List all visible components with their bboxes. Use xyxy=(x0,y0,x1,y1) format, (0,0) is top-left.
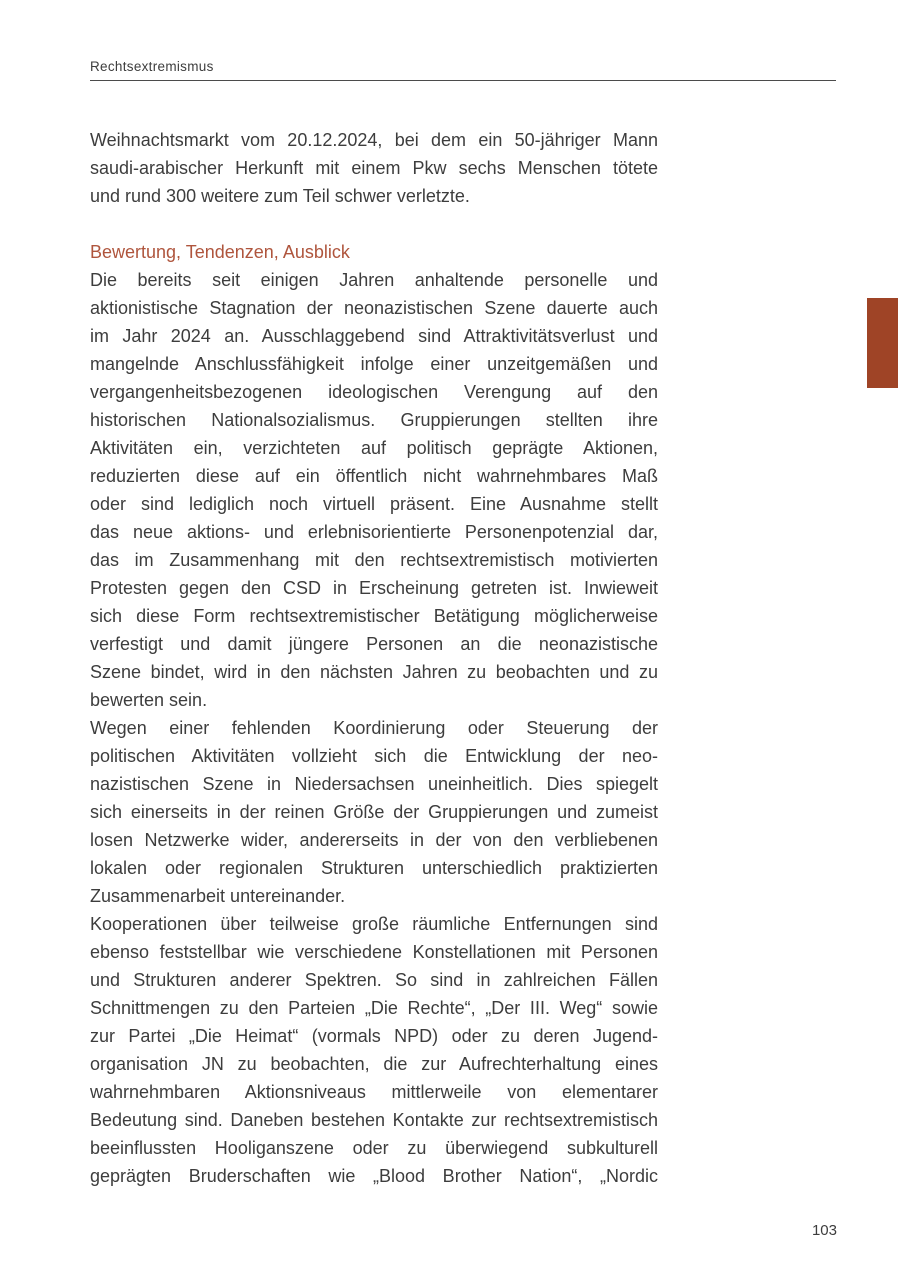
text-line: oder sind lediglich noch virtuell präsent. Eine Ausnahme stellt xyxy=(90,494,658,514)
text-line: Aktivitäten ein, verzichteten auf politisch geprägte Aktionen, xyxy=(90,438,658,458)
text-line: das im Zusammenhang mit den rechtsextremistisch motivierten xyxy=(90,550,658,570)
text-line: Kooperationen über teilweise große räumliche Entfernungen sind xyxy=(90,914,658,934)
text-line: vergangenheitsbezogenen ideologischen Verengung auf den xyxy=(90,382,658,402)
text-line: mangelnde Anschlussfähigkeit infolge einer unzeitgemäßen und xyxy=(90,354,658,374)
text-line: Wegen einer fehlenden Koordinierung oder Steuerung der xyxy=(90,718,658,738)
text-line: Schnittmengen zu den Parteien „Die Rechte“, „Der III. Weg“ sowie xyxy=(90,998,658,1018)
text-line: sich einerseits in der reinen Größe der Gruppierungen und zumeist xyxy=(90,802,658,822)
text-line: ebenso feststellbar wie verschiedene Konstellationen mit Personen xyxy=(90,942,658,962)
text-line: aktionistische Stagnation der neonazistischen Szene dauerte auch xyxy=(90,298,658,318)
text-line: saudi-arabischer Herkunft mit einem Pkw sechs Menschen tötete xyxy=(90,158,658,178)
text-line: sich diese Form rechtsextremistischer Betätigung möglicherweise xyxy=(90,606,658,626)
text-line: Weihnachtsmarkt vom 20.12.2024, bei dem ein 50-jähriger Mann xyxy=(90,130,658,150)
text-line: und Strukturen anderer Spektren. So sind in zahlreichen Fällen xyxy=(90,970,658,990)
chapter-tab-marker xyxy=(867,298,898,388)
text-line: reduzierten diese auf ein öffentlich nicht wahrnehmbares Maß xyxy=(90,466,658,486)
text-line: geprägten Bruderschaften wie „Blood Brother Nation“, „Nordic xyxy=(90,1166,658,1186)
text-line: beeinflussten Hooliganszene oder zu überwiegend subkulturell xyxy=(90,1138,658,1158)
text-line: im Jahr 2024 an. Ausschlaggebend sind Attraktivitätsverlust und xyxy=(90,326,658,346)
text-line: organisation JN zu beobachten, die zur Aufrechterhaltung eines xyxy=(90,1054,658,1074)
text-line: nazistischen Szene in Niedersachsen uneinheitlich. Dies spiegelt xyxy=(90,774,658,794)
header-rule xyxy=(90,80,836,81)
section-heading: Bewertung, Tendenzen, Ausblick xyxy=(90,242,350,262)
text-line: und rund 300 weitere zum Teil schwer verletzte. xyxy=(90,186,470,206)
text-line: bewerten sein. xyxy=(90,690,208,710)
text-line: losen Netzwerke wider, andererseits in der von den verbliebenen xyxy=(90,830,658,850)
paragraph xyxy=(90,910,658,1190)
body-text xyxy=(90,126,658,1190)
page-number: 103 xyxy=(811,1222,837,1239)
running-header: Rechtsextremismus xyxy=(90,59,214,74)
text-line: Zusammenarbeit untereinander. xyxy=(90,886,346,906)
text-line: verfestigt und damit jüngere Personen an die neonazistische xyxy=(90,634,658,654)
paragraph xyxy=(90,126,658,210)
text-line: historischen Nationalsozialismus. Gruppierungen stellten ihre xyxy=(90,410,658,430)
text-line: Die bereits seit einigen Jahren anhaltende personelle und xyxy=(90,270,658,290)
paragraph xyxy=(90,266,658,714)
text-line: Bedeutung sind. Daneben bestehen Kontakte zur rechtsextremistisch xyxy=(90,1110,658,1130)
text-line: politischen Aktivitäten vollzieht sich die Entwicklung der neo- xyxy=(90,746,658,766)
text-line: zur Partei „Die Heimat“ (vormals NPD) oder zu deren Jugend- xyxy=(90,1026,658,1046)
text-line: Protesten gegen den CSD in Erscheinung getreten ist. Inwieweit xyxy=(90,578,658,598)
text-line: wahrnehmbaren Aktionsniveaus mittlerweile von elementarer xyxy=(90,1082,658,1102)
text-line: lokalen oder regionalen Strukturen unterschiedlich praktizierten xyxy=(90,858,658,878)
paragraph xyxy=(90,714,658,910)
text-line: das neue aktions- und erlebnisorientierte Personenpotenzial dar, xyxy=(90,522,658,542)
text-line: Szene bindet, wird in den nächsten Jahren zu beobachten und zu xyxy=(90,662,658,682)
